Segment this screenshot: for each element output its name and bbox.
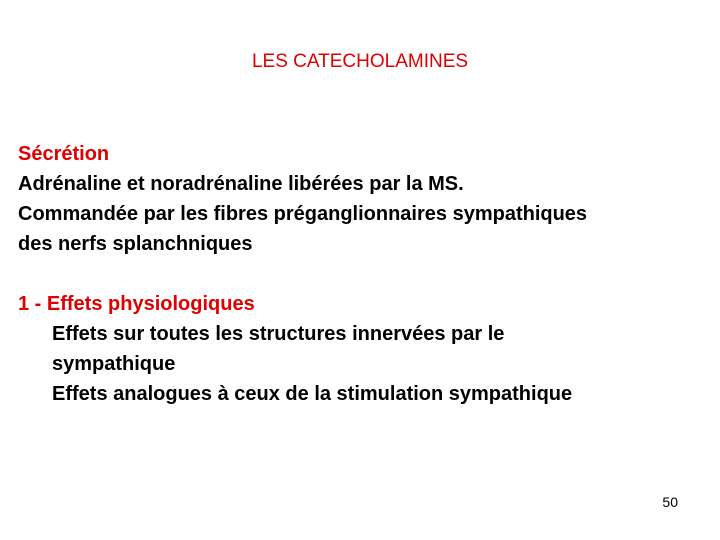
secretion-heading: Sécrétion	[18, 143, 110, 165]
effects-line: Effets sur toutes les structures innervées par le	[52, 323, 505, 345]
secretion-line: Commandée par les fibres préganglionnaires sympathiques	[18, 203, 588, 225]
effects-heading: 1 - Effets physiologiques	[18, 293, 255, 315]
effects-section	[18, 289, 572, 409]
page-number: 50	[662, 494, 678, 510]
secretion-section	[18, 139, 587, 259]
effects-line: sympathique	[52, 353, 176, 375]
slide-title: LES CATECHOLAMINES	[251, 51, 469, 72]
secretion-line: Adrénaline et noradrénaline libérées par la MS.	[18, 173, 464, 195]
effects-line: Effets analogues à ceux de la stimulation sympathique	[52, 383, 573, 405]
secretion-line: des nerfs splanchniques	[18, 233, 253, 255]
